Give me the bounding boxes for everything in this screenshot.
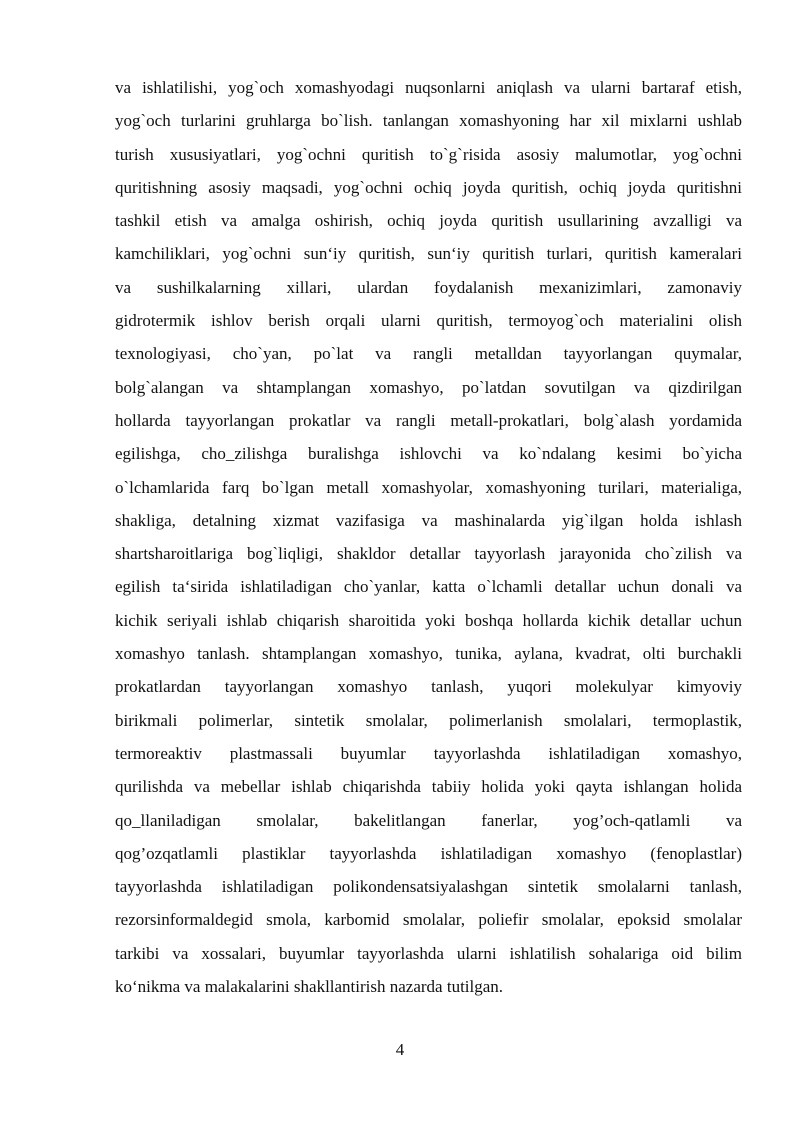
text-line: xomashyo tanlash. shtamplangan xomashyo, tunika, aylana, kvadrat, olti burchakli: [115, 644, 742, 664]
text-line: shakliga, detalning xizmat vazifasiga va mashinalarda yig`ilgan holda ishlash: [115, 510, 742, 530]
body-paragraph: [115, 71, 742, 1003]
text-line: gidrotermik ishlov berish orqali ularni quritish, termoyog`och materialini olish: [115, 311, 742, 331]
text-line: kamchiliklari, yog`ochni sun‘iy quritish, sun‘iy quritish turlari, quritish kameralari: [115, 244, 742, 264]
text-line: termoreaktiv plastmassali buyumlar tayyorlashda ishlatiladigan xomashyo,: [115, 743, 742, 763]
text-line-last: ko‘nikma va malakalarini shakllantirish nazarda tutilgan.: [115, 977, 504, 997]
text-line: hollarda tayyorlangan prokatlar va rangli metall-prokatlari, bolg`alash yordamida: [115, 410, 742, 430]
text-line: turish xususiyatlari, yog`ochni quritish to`g`risida asosiy malumotlar, yog`ochni: [115, 144, 742, 164]
text-line: va ishlatilishi, yog`och xomashyodagi nuqsonlarni aniqlash va ularni bartaraf etish,: [115, 78, 742, 97]
text-line: quritishning asosiy maqsadi, yog`ochni ochiq joyda quritish, ochiq joyda quritishni: [115, 177, 742, 197]
text-line: qurilishda va mebellar ishlab chiqarishda tabiiy holida yoki qayta ishlangan holida: [115, 777, 742, 797]
text-line: egilishga, cho_zilishga buralishga ishlovchi va ko`ndalang kesimi bo`yicha: [115, 444, 742, 464]
text-line: texnologiyasi, cho`yan, po`lat va rangli metalldan tayyorlangan quymalar,: [115, 344, 742, 364]
text-line: rezorsinformaldegid smola, karbomid smolalar, poliefir smolalar, epoksid smolalar: [115, 910, 742, 930]
text-line: qog’ozqatlamli plastiklar tayyorlashda ishlatiladigan xomashyo (fenoplastlar): [115, 843, 742, 863]
text-line: tarkibi va xossalari, buyumlar tayyorlashda ularni ishlatilish sohalariga oid bilim: [115, 943, 742, 963]
text-line: o`lchamlarida farq bo`lgan metall xomashyolar, xomashyoning turilari, materialiga,: [115, 477, 742, 497]
text-line: yog`och turlarini gruhlarga bo`lish. tanlangan xomashyoning har xil mixlarni ushlab: [115, 111, 742, 131]
page-number: 4: [395, 1040, 405, 1059]
text-line: tashkil etish va amalga oshirish, ochiq joyda quritish usullarining avzalligi va: [115, 211, 742, 231]
text-line: va sushilkalarning xillari, ulardan foydalanish mexanizimlari, zamonaviy: [115, 277, 742, 297]
text-line: birikmali polimerlar, sintetik smolalar, polimerlanish smolalari, termoplastik,: [115, 710, 742, 730]
text-line: kichik seriyali ishlab chiqarish sharoitida yoki boshqa hollarda kichik detallar uchun: [115, 610, 742, 630]
text-line: shartsharoitlariga bog`liqligi, shakldor detallar tayyorlash jarayonida cho`zilish va: [115, 544, 742, 564]
text-line: prokatlardan tayyorlangan xomashyo tanlash, yuqori molekulyar kimyoviy: [115, 677, 742, 697]
text-line: qo_llaniladigan smolalar, bakelitlangan fanerlar, yog’och-qatlamli va: [115, 810, 742, 830]
text-line: bolg`alangan va shtamplangan xomashyo, po`latdan sovutilgan va qizdirilgan: [115, 377, 742, 397]
text-line: tayyorlashda ishlatiladigan polikondensatsiyalashgan sintetik smolalarni tanlash,: [115, 877, 742, 897]
text-line: egilish ta‘sirida ishlatiladigan cho`yanlar, katta o`lchamli detallar uchun donali va: [115, 577, 742, 597]
